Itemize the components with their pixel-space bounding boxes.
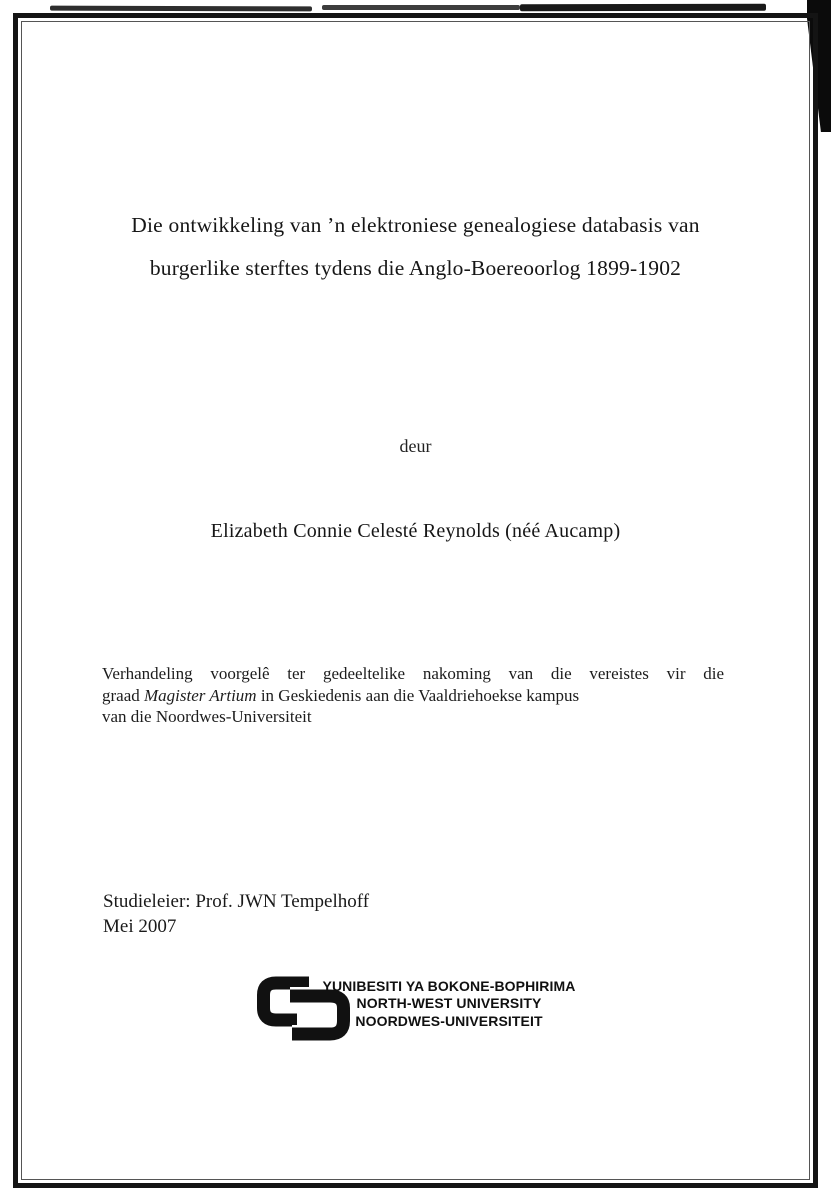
statement-line2-post: in Geskiedenis aan die Vaaldriehoekse kampus (256, 685, 580, 705)
statement-line2-pre: graad (102, 685, 145, 705)
date-line: Mei 2007 (103, 916, 177, 937)
degree-statement-line-1: Verhandeling voorgelê ter gedeeltelike nakoming van die vereistes vir die (102, 664, 724, 683)
degree-statement (102, 663, 724, 728)
university-logo-text (316, 978, 582, 1030)
university-logo (256, 971, 586, 1045)
logo-text-afrikaans: NOORDWES-UNIVERSITEIT (355, 1012, 543, 1029)
degree-name-italic: Magister Artium (144, 685, 257, 705)
scan-artifact-top-right (520, 4, 766, 11)
logo-text-setswana: YUNIBESITI YA BOKONE-BOPHIRIMA (322, 978, 576, 994)
thesis-title (80, 204, 751, 290)
scan-artifact-top-middle (322, 5, 520, 10)
degree-statement-line-2 (102, 685, 724, 707)
supervisor-block (103, 889, 369, 939)
byline-label: deur (399, 436, 432, 456)
degree-statement-line-3: van die Noordwes-Universiteit (102, 707, 312, 726)
supervisor-line: Studieleier: Prof. JWN Tempelhoff (103, 891, 370, 912)
thesis-title-line-2: burgerlike sterftes tydens die Anglo-Boereoorlog 1899-1902 (149, 256, 682, 280)
thesis-title-line-1: Die ontwikkeling van ’n elektroniese genealogiese databasis van (131, 213, 700, 237)
logo-text-english: NORTH-WEST UNIVERSITY (356, 995, 542, 1012)
author-name: Elizabeth Connie Celesté Reynolds (néé Aucamp) (210, 520, 621, 542)
scan-artifact-top-left (50, 6, 312, 12)
